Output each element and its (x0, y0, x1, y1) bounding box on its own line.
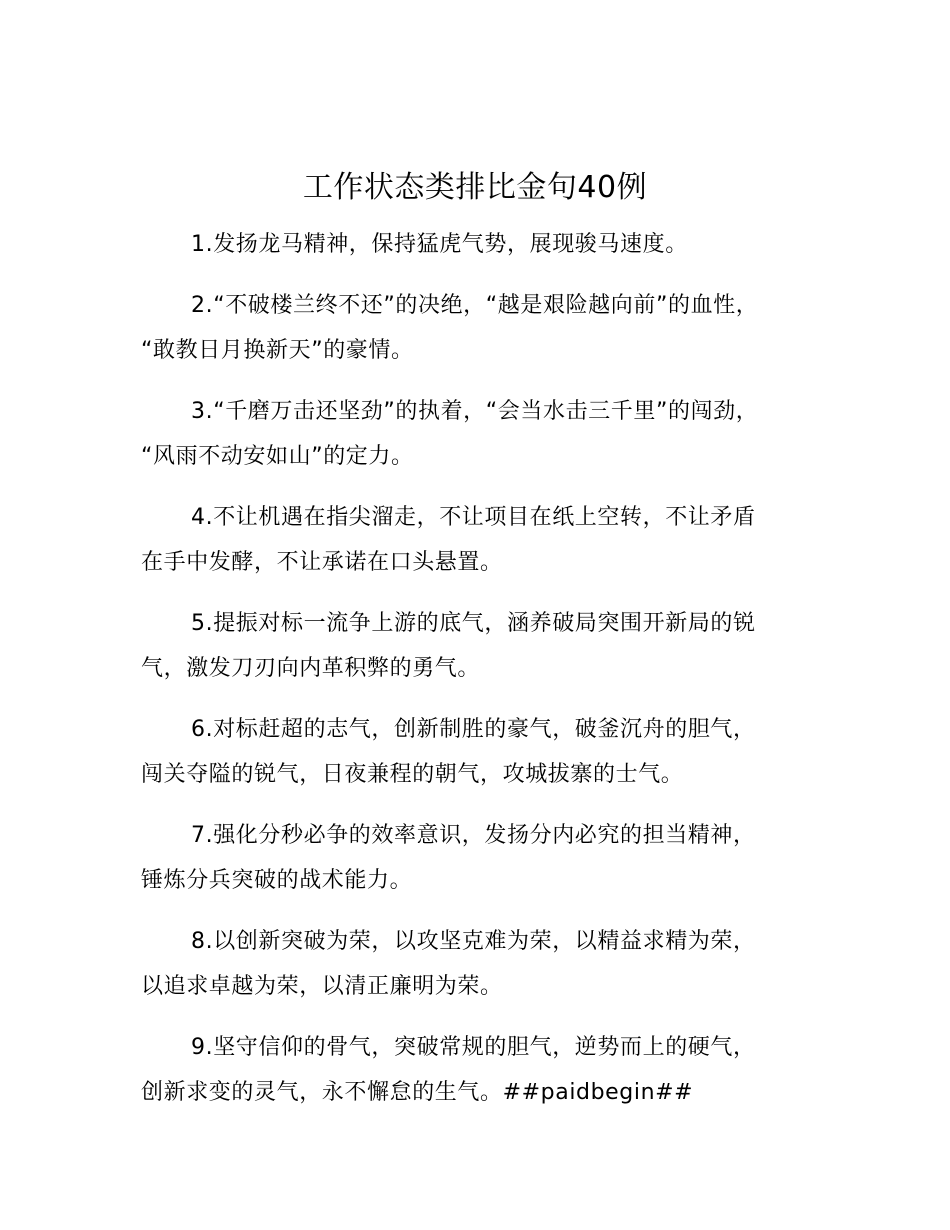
paragraph-line: 在手中发酵，不让承诺在口头悬置。 (141, 550, 503, 575)
paragraph-line: 以追求卓越为荣，以清正廉明为荣。 (141, 974, 503, 999)
paragraph-line: 锤炼分兵突破的战术能力。 (141, 868, 413, 893)
paragraph-line: 6.对标赶超的志气，创新制胜的豪气，破釜沉舟的胆气， (191, 717, 756, 742)
paragraph-line: 创新求变的灵气，永不懈怠的生气。##paidbegin## (141, 1080, 694, 1105)
paragraph-9 (141, 1025, 841, 1115)
paragraph-7 (141, 813, 841, 903)
paragraph-line: 9.坚守信仰的骨气，突破常规的胆气，逆势而上的硬气， (191, 1035, 756, 1060)
paragraph-line: 2.“不破楼兰终不还”的决绝，“越是艰险越向前”的血性， (191, 293, 759, 318)
paragraph-8 (141, 919, 841, 1009)
paragraph-line: “敢教日月换新天”的豪情。 (141, 338, 414, 363)
paragraph-line: 4.不让机遇在指尖溜走，不让项目在纸上空转，不让矛盾 (191, 505, 756, 530)
paragraph-line: 气，激发刀刃向内革积弊的勇气。 (141, 656, 481, 681)
paragraph-2 (141, 283, 841, 373)
paragraph-5 (141, 601, 841, 691)
paragraph-line: 闯关夺隘的锐气，日夜兼程的朝气，攻城拔寨的士气。 (141, 762, 684, 787)
document-title: 工作状态类排比金句40例 (302, 170, 648, 205)
paragraph-3 (141, 389, 841, 479)
paragraph-6 (141, 707, 841, 797)
document-body (141, 222, 841, 1131)
paragraph-1 (141, 222, 841, 267)
paragraph-line: “风雨不动安如山”的定力。 (141, 444, 414, 469)
paragraph-line: 5.提振对标一流争上游的底气，涵养破局突围开新局的锐 (191, 611, 756, 636)
paragraph-4 (141, 495, 841, 585)
paragraph-line: 3.“千磨万击还坚劲”的执着，“会当水击三千里”的闯劲， (191, 399, 759, 424)
paragraph-line: 8.以创新突破为荣，以攻坚克难为荣，以精益求精为荣， (191, 929, 756, 954)
paragraph-line: 1.发扬龙马精神，保持猛虎气势，展现骏马速度。 (191, 232, 688, 257)
paragraph-line: 7.强化分秒必争的效率意识，发扬分内必究的担当精神， (191, 823, 756, 848)
